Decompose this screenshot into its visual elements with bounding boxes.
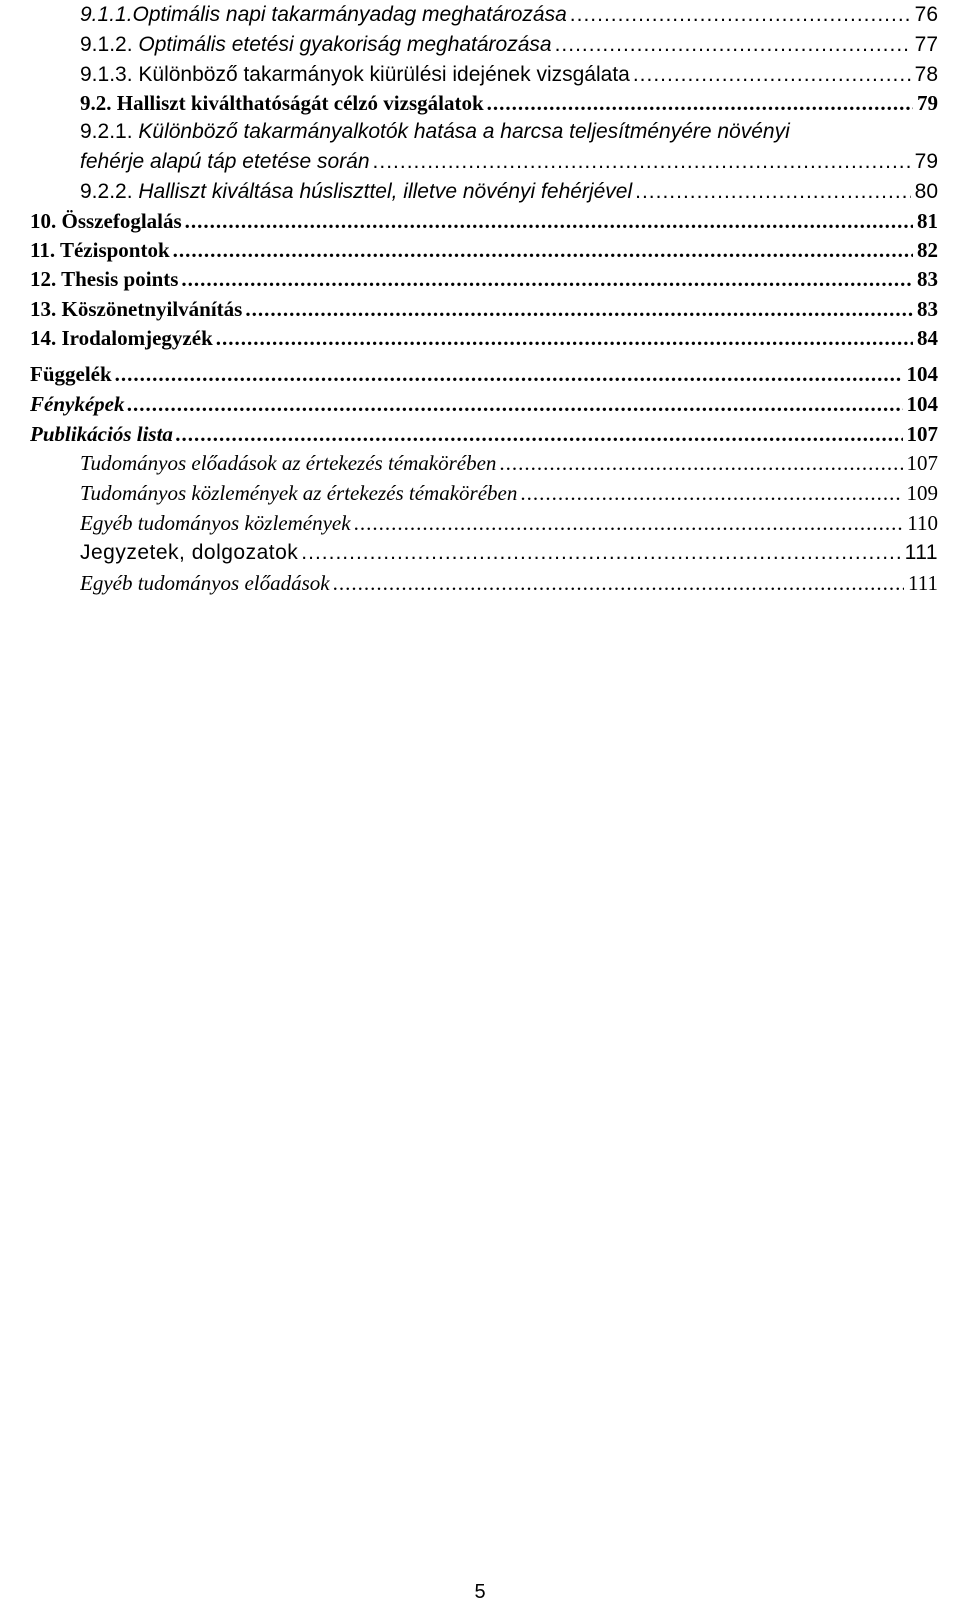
toc-entry-title: 9.2. Halliszt kiválthatóságát célzó vizsgálatok bbox=[80, 91, 484, 115]
toc-entry-title: Jegyzetek, dolgozatok bbox=[80, 541, 299, 564]
toc-entry-page: 76 bbox=[914, 3, 938, 26]
toc-entry-page: 79 bbox=[914, 150, 938, 173]
dot-leader bbox=[127, 389, 902, 419]
toc-entry-11[interactable] bbox=[0, 235, 960, 265]
toc-entry-title: Tudományos előadások az értekezés témakörében bbox=[80, 451, 497, 475]
toc-entry-title: 9.2.1. Különböző takarmányalkotók hatása a harcsa teljesítményére növényi bbox=[80, 120, 790, 143]
toc-entry-9-2-1[interactable] bbox=[0, 117, 960, 177]
dot-leader bbox=[301, 538, 900, 568]
toc-entry-page: 104 bbox=[906, 362, 938, 386]
dot-leader bbox=[555, 30, 911, 60]
toc-entry-title: Publikációs lista bbox=[30, 422, 173, 446]
dot-leader bbox=[181, 264, 913, 294]
toc-entry-title: 9.2.2. Halliszt kiváltása húsliszttel, illetve növényi fehérjével bbox=[80, 180, 633, 203]
toc-entry-title: Függelék bbox=[30, 362, 112, 386]
toc-entry-page: 107 bbox=[906, 451, 938, 475]
toc-entry-title: 10. Összefoglalás bbox=[30, 209, 182, 233]
toc-entry-tudomanyos-eloadasok[interactable] bbox=[0, 448, 960, 478]
toc-entry-egyeb-kozlemenyek[interactable] bbox=[0, 508, 960, 538]
dot-leader bbox=[354, 508, 904, 538]
toc-entry-page: 107 bbox=[906, 422, 938, 446]
toc-entry-fenykepek[interactable] bbox=[0, 389, 960, 419]
toc-entry-title: 9.1.3. Különböző takarmányok kiürülési idejének vizsgálata bbox=[80, 63, 630, 86]
toc-entry-page: 109 bbox=[906, 481, 938, 505]
toc-entry-title: Egyéb tudományos közlemények bbox=[80, 511, 351, 535]
toc-entry-9-1-3[interactable] bbox=[0, 60, 960, 90]
toc-entry-page: 77 bbox=[914, 33, 938, 56]
dot-leader bbox=[176, 419, 903, 449]
toc-entry-title: 13. Köszönetnyilvánítás bbox=[30, 297, 243, 321]
dot-leader bbox=[635, 177, 911, 207]
toc-entry-egyeb-eloadasok[interactable] bbox=[0, 568, 960, 598]
toc-entry-title: 11. Tézispontok bbox=[30, 238, 170, 262]
toc-entry-page: 80 bbox=[914, 180, 938, 203]
toc-entry-title: 9.1.1.Optimális napi takarmányadag meghatározása bbox=[80, 3, 567, 26]
dot-leader bbox=[185, 206, 913, 236]
toc-entry-page: 104 bbox=[906, 392, 938, 416]
toc-entry-page: 78 bbox=[914, 63, 938, 86]
toc-entry-page: 111 bbox=[904, 541, 938, 564]
toc-entry-title: 14. Irodalomjegyzék bbox=[30, 326, 213, 350]
toc-entry-jegyzetek[interactable] bbox=[0, 538, 960, 568]
toc-entry-page: 83 bbox=[917, 297, 938, 321]
page-number: 5 bbox=[474, 1581, 486, 1603]
toc-entry-13[interactable] bbox=[0, 294, 960, 324]
dot-leader bbox=[333, 568, 904, 598]
toc-entry-title: Fényképek bbox=[30, 392, 125, 416]
toc-entry-title: 9.1.2. Optimális etetési gyakoriság meghatározása bbox=[80, 33, 552, 56]
dot-leader bbox=[115, 359, 903, 389]
toc-entry-title-continued: fehérje alapú táp etetése során bbox=[80, 150, 370, 173]
toc-entry-publikacios-lista[interactable] bbox=[0, 419, 960, 449]
toc-entry-page: 84 bbox=[917, 326, 938, 350]
toc-entry-14[interactable] bbox=[0, 323, 960, 353]
toc-entry-page: 79 bbox=[917, 91, 938, 115]
dot-leader bbox=[373, 147, 911, 177]
toc-entry-page: 82 bbox=[917, 238, 938, 262]
toc-entry-tudomanyos-kozlemenyek[interactable] bbox=[0, 478, 960, 508]
toc-entry-title: 12. Thesis points bbox=[30, 267, 179, 291]
dot-leader bbox=[499, 448, 902, 478]
toc-entry-page: 83 bbox=[917, 267, 938, 291]
dot-leader bbox=[245, 294, 913, 324]
toc-entry-9-2[interactable] bbox=[0, 88, 960, 118]
toc-entry-9-1-1[interactable] bbox=[0, 0, 960, 30]
toc-entry-title: Egyéb tudományos előadások bbox=[80, 571, 330, 595]
dot-leader bbox=[520, 478, 902, 508]
dot-leader bbox=[633, 60, 911, 90]
toc-entry-page: 110 bbox=[907, 511, 938, 535]
dot-leader bbox=[487, 88, 913, 118]
dot-leader bbox=[216, 323, 913, 353]
toc-entry-9-2-2[interactable] bbox=[0, 177, 960, 207]
toc-entry-12[interactable] bbox=[0, 264, 960, 294]
toc-entry-10[interactable] bbox=[0, 206, 960, 236]
toc-entry-title: Tudományos közlemények az értekezés témakörében bbox=[80, 481, 518, 505]
toc-entry-fuggelek[interactable] bbox=[0, 359, 960, 389]
toc-entry-page: 81 bbox=[917, 209, 938, 233]
dot-leader bbox=[173, 235, 913, 265]
toc-entry-page: 111 bbox=[908, 571, 938, 595]
dot-leader bbox=[570, 0, 911, 30]
toc-entry-9-1-2[interactable] bbox=[0, 30, 960, 60]
